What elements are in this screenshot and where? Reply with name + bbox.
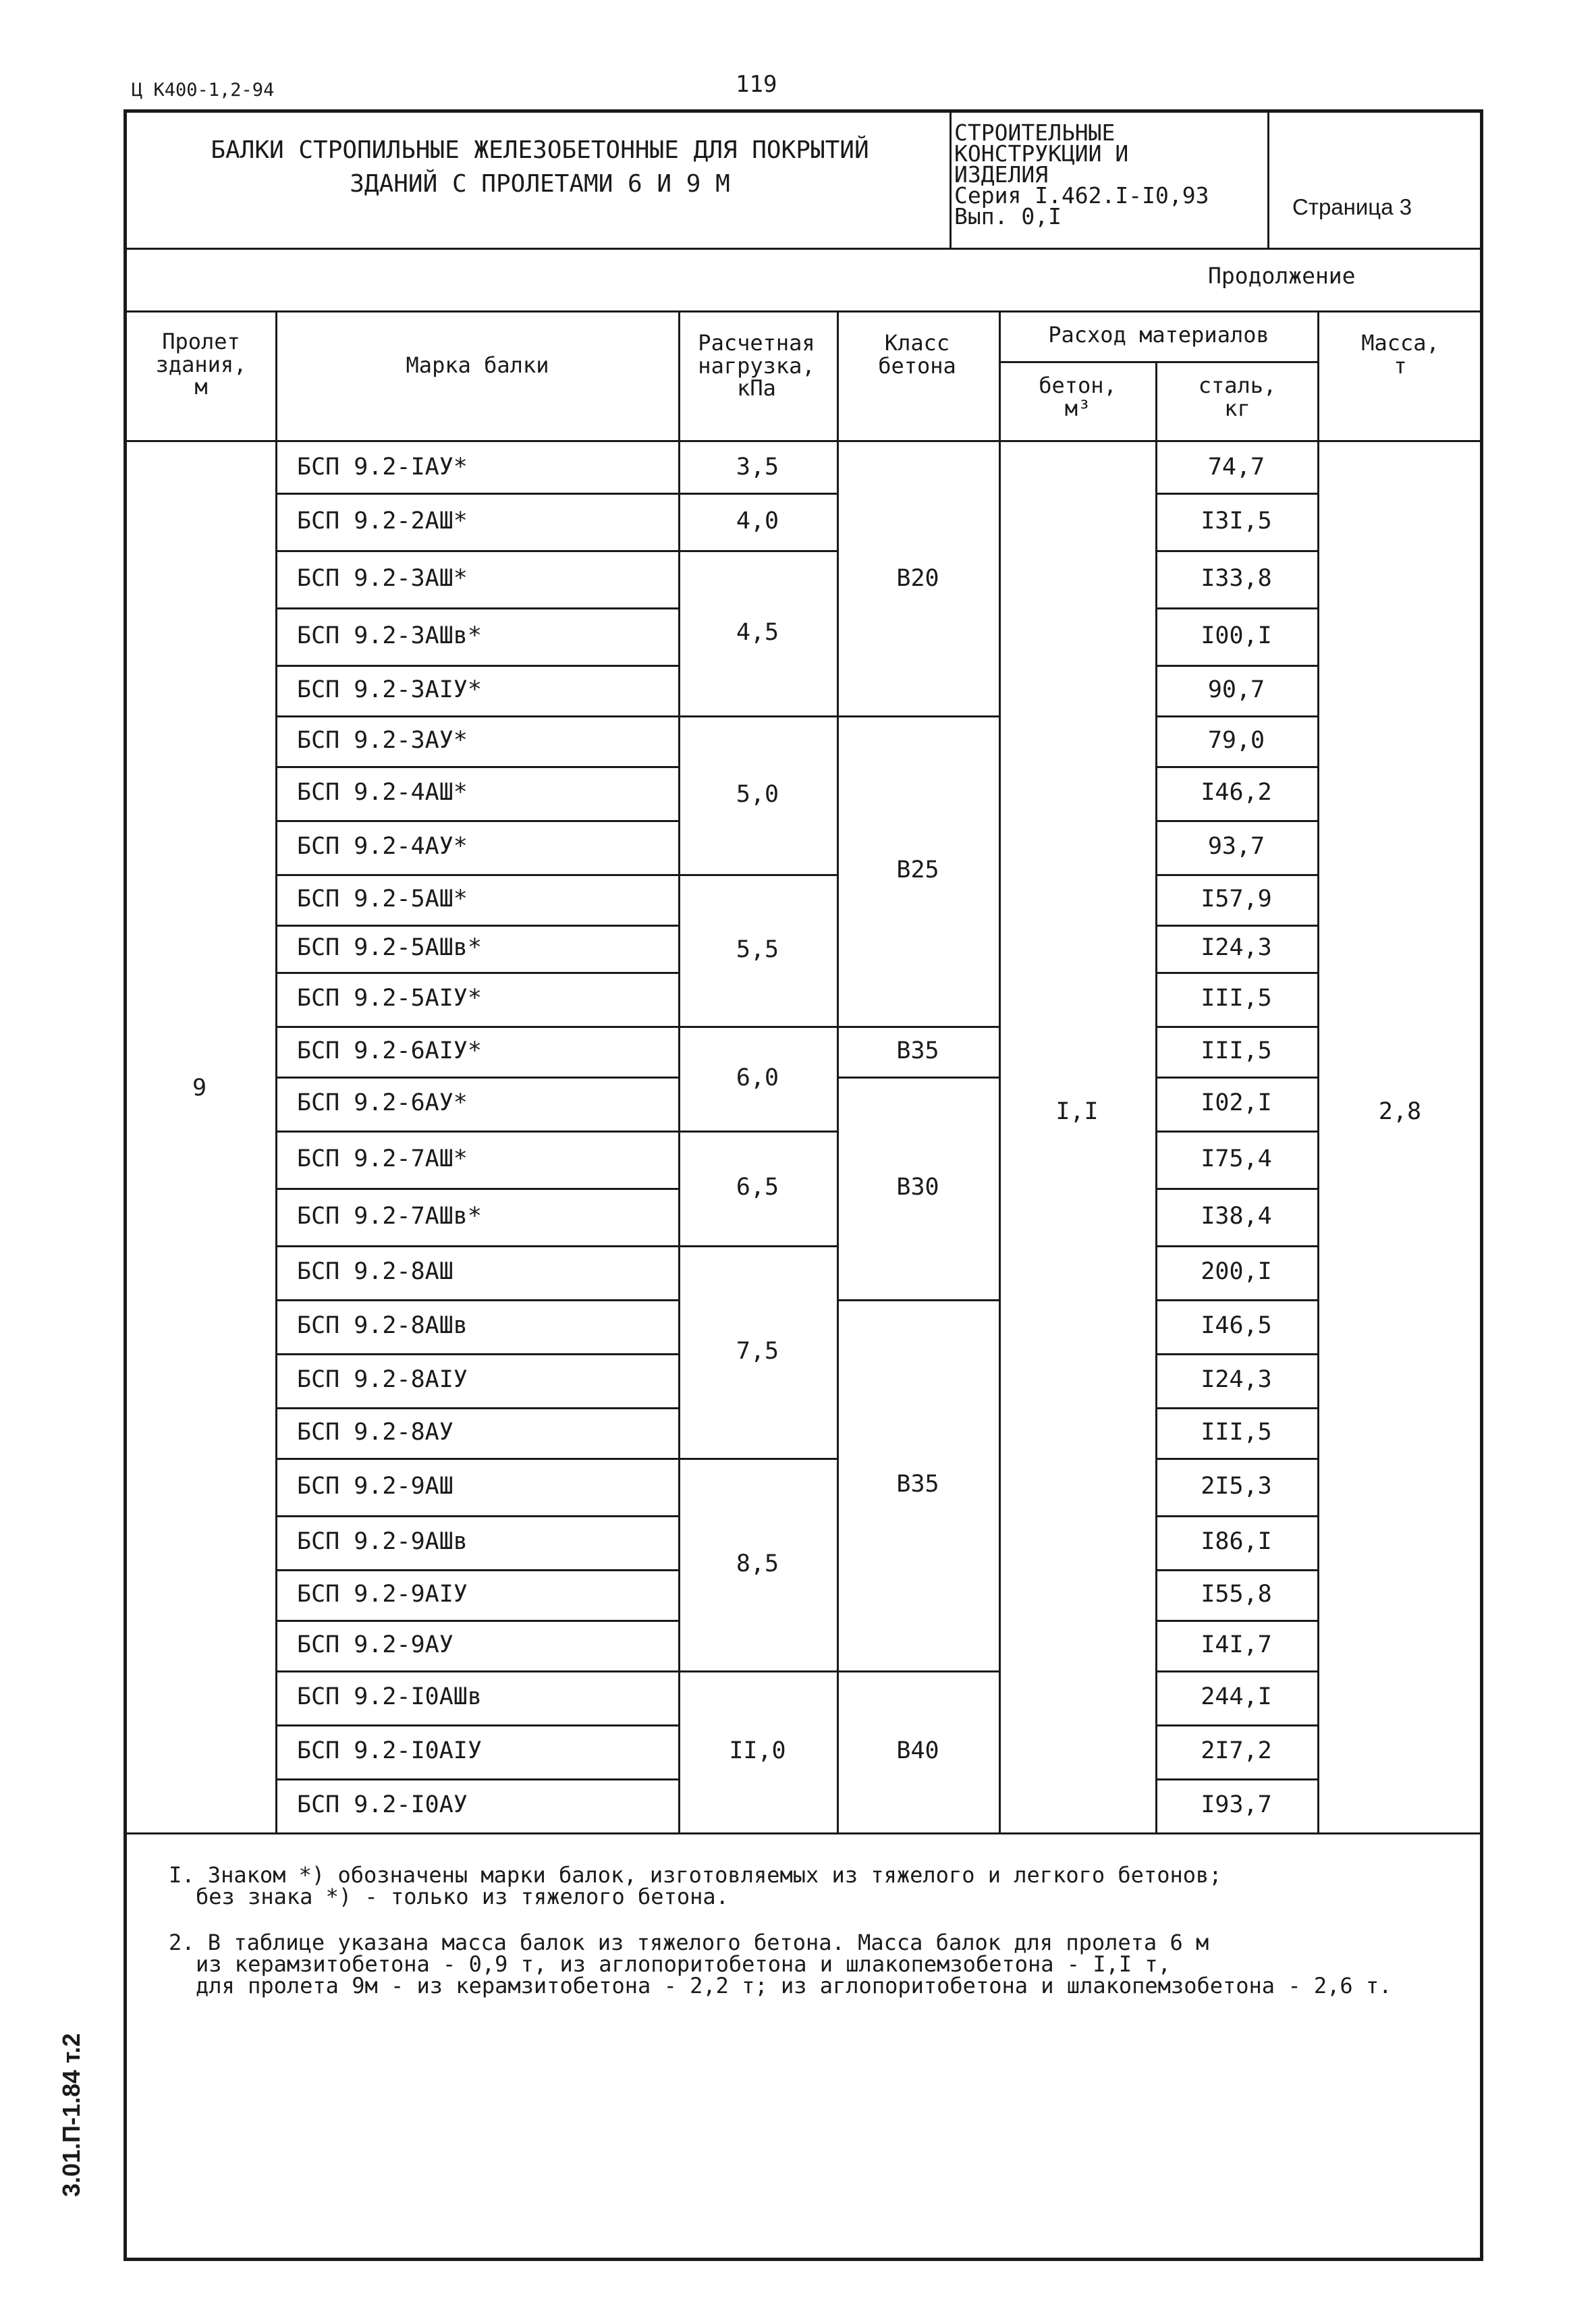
- beam-mark-cell: БСП 9.2-8АШ: [297, 1258, 453, 1285]
- concrete-class-cell: В35: [896, 1037, 939, 1064]
- steel-cell: 244,I: [1201, 1683, 1272, 1710]
- row-divider: [275, 1188, 678, 1190]
- steel-cell: 2I5,3: [1201, 1472, 1272, 1500]
- continuation-label: Продолжение: [1208, 263, 1356, 289]
- document-title-line2: ЗДАНИЙ С ПРОЛЕТАМИ 6 И 9 М: [350, 170, 730, 198]
- column-header-mark: Марка балки: [406, 352, 549, 378]
- row-divider: [275, 874, 678, 876]
- row-divider: [1155, 820, 1317, 822]
- beam-mark-cell: БСП 9.2-5АШв*: [297, 934, 482, 961]
- load-cell: 8,5: [736, 1550, 779, 1577]
- page-number: 119: [736, 71, 777, 98]
- row-divider: [1155, 1131, 1317, 1133]
- steel-cell: 79,0: [1207, 726, 1265, 754]
- beam-mark-cell: БСП 9.2-9АШ: [297, 1472, 453, 1500]
- series-line: СТРОИТЕЛЬНЫЕ: [954, 119, 1116, 146]
- row-divider: [1155, 1670, 1317, 1672]
- row-divider: [275, 766, 678, 768]
- beam-mark-cell: БСП 9.2-8АШв: [297, 1312, 468, 1339]
- note-2-line-3: для пролета 9м - из керамзитобетона - 2,2 т; из аглопоритобетона и шлакопемзобетона - 2,6 т.: [196, 1973, 1392, 1998]
- row-divider: [275, 1724, 678, 1726]
- steel-cell: I33,8: [1201, 564, 1272, 592]
- row-divider: [275, 1670, 678, 1672]
- beam-mark-cell: БСП 9.2-4АШ*: [297, 779, 468, 806]
- steel-cell: 93,7: [1207, 833, 1265, 860]
- load-group-divider: [678, 550, 837, 552]
- row-divider: [275, 715, 678, 717]
- row-divider: [1155, 874, 1317, 876]
- steel-cell: III,5: [1201, 1418, 1272, 1446]
- note-1-line-2: без знака *) - только из тяжелого бетона.: [196, 1884, 729, 1909]
- beam-mark-cell: БСП 9.2-9АIУ: [297, 1580, 468, 1608]
- row-divider: [275, 1077, 678, 1079]
- steel-cell: 200,I: [1201, 1258, 1272, 1285]
- beam-mark-cell: БСП 9.2-2АШ*: [297, 507, 468, 535]
- row-divider: [1155, 715, 1317, 717]
- beam-mark-cell: БСП 9.2-3АIУ*: [297, 676, 482, 703]
- note-1-line-1: I. Знаком *) обозначены марки балок, изготовляемых из тяжелого и легкого бетонов;: [169, 1862, 1222, 1888]
- load-cell: 5,5: [736, 935, 779, 963]
- beam-mark-cell: БСП 9.2-3АШ*: [297, 564, 468, 592]
- load-cell: 5,0: [736, 780, 779, 808]
- row-divider: [275, 1515, 678, 1517]
- series-line: Вып. 0,I: [954, 203, 1062, 229]
- beam-mark-cell: БСП 9.2-5АIУ*: [297, 985, 482, 1012]
- row-divider: [275, 1569, 678, 1571]
- row-divider: [1155, 1245, 1317, 1247]
- steel-cell: 74,7: [1207, 453, 1265, 481]
- steel-cell: I57,9: [1201, 885, 1272, 913]
- note-2-line-2: из керамзитобетона - 0,9 т, из аглопоритобетона и шлакопемзобетона - I,I т,: [196, 1951, 1171, 1977]
- span-cell: 9: [192, 1074, 207, 1101]
- row-divider: [1155, 665, 1317, 667]
- beam-mark-cell: БСП 9.2-4АУ*: [297, 833, 468, 860]
- load-cell: 6,0: [736, 1064, 779, 1091]
- row-divider: [275, 1778, 678, 1780]
- row-divider: [275, 1026, 678, 1028]
- side-stamp: 3.01.П-1.84 т.2: [57, 2033, 85, 2197]
- row-divider: [1155, 1077, 1317, 1079]
- row-divider: [275, 1353, 678, 1355]
- row-divider: [275, 820, 678, 822]
- row-divider: [1155, 493, 1317, 495]
- note-2-line-1: 2. В таблице указана масса балок из тяжелого бетона. Масса балок для пролета 6 м: [169, 1930, 1209, 1955]
- class-group-divider: [837, 1026, 999, 1028]
- load-cell: 4,0: [736, 507, 779, 535]
- row-divider: [1155, 1515, 1317, 1517]
- concrete-class-cell: В35: [896, 1471, 939, 1498]
- row-divider: [1155, 1026, 1317, 1028]
- load-cell: 6,5: [736, 1174, 779, 1201]
- beam-mark-cell: БСП 9.2-8АУ: [297, 1418, 453, 1446]
- beam-mark-cell: БСП 9.2-3АУ*: [297, 726, 468, 754]
- row-divider: [275, 665, 678, 667]
- load-cell: 4,5: [736, 618, 779, 646]
- load-cell: 7,5: [736, 1337, 779, 1365]
- row-divider: [1155, 607, 1317, 609]
- beam-mark-cell: БСП 9.2-I0АШв: [297, 1683, 482, 1710]
- series-line: КОНСТРУКЦИИ И: [954, 140, 1129, 167]
- beam-mark-cell: БСП 9.2-6АIУ*: [297, 1037, 482, 1064]
- steel-cell: I24,3: [1201, 1366, 1272, 1393]
- beam-mark-cell: БСП 9.2-6АУ*: [297, 1089, 468, 1116]
- row-divider: [275, 1620, 678, 1622]
- load-group-divider: [678, 493, 837, 495]
- column-header-materials: Расход материалов: [1048, 322, 1269, 348]
- class-group-divider: [837, 1299, 999, 1301]
- column-header-class: Класс бетона: [878, 330, 956, 379]
- steel-cell: I55,8: [1201, 1580, 1272, 1608]
- row-divider: [275, 1458, 678, 1460]
- row-divider: [1155, 1407, 1317, 1409]
- series-line: Серия I.462.I-I0,93: [954, 182, 1209, 209]
- beam-mark-cell: БСП 9.2-9АШв: [297, 1528, 468, 1555]
- beam-mark-cell: БСП 9.2-7АШ*: [297, 1145, 468, 1172]
- load-group-divider: [678, 1458, 837, 1460]
- load-group-divider: [678, 1131, 837, 1133]
- series-block: [954, 119, 1209, 229]
- steel-cell: 90,7: [1207, 676, 1265, 703]
- row-divider: [1155, 925, 1317, 927]
- row-divider: [1155, 1724, 1317, 1726]
- series-line: ИЗДЕЛИЯ: [954, 161, 1049, 188]
- concrete-class-cell: В30: [896, 1174, 939, 1201]
- column-header-mass: Масса, т: [1361, 330, 1439, 379]
- beam-mark-cell: БСП 9.2-I0АIУ: [297, 1737, 482, 1764]
- steel-cell: III,5: [1201, 985, 1272, 1012]
- beam-mark-cell: БСП 9.2-5АШ*: [297, 885, 468, 913]
- beam-mark-cell: БСП 9.2-9АУ: [297, 1631, 453, 1658]
- document-title-line1: БАЛКИ СТРОПИЛЬНЫЕ ЖЕЛЕЗОБЕТОННЫЕ ДЛЯ ПОКРЫТИЙ: [211, 136, 869, 164]
- row-divider: [275, 1131, 678, 1133]
- load-group-divider: [678, 1026, 837, 1028]
- steel-cell: I75,4: [1201, 1145, 1272, 1172]
- column-header-load: Расчетная нагрузка, кПа: [698, 330, 815, 402]
- steel-cell: I00,I: [1201, 622, 1272, 649]
- class-group-divider: [837, 1077, 999, 1079]
- row-divider: [275, 1245, 678, 1247]
- row-divider: [275, 550, 678, 552]
- row-divider: [1155, 972, 1317, 974]
- row-divider: [1155, 1569, 1317, 1571]
- concrete-class-cell: В40: [896, 1737, 939, 1764]
- load-group-divider: [678, 1670, 837, 1672]
- steel-cell: I38,4: [1201, 1202, 1272, 1230]
- row-divider: [1155, 1188, 1317, 1190]
- class-group-divider: [837, 1670, 999, 1672]
- row-divider: [1155, 1299, 1317, 1301]
- steel-cell: I46,5: [1201, 1312, 1272, 1339]
- beam-mark-cell: БСП 9.2-3АШв*: [297, 622, 482, 649]
- steel-cell: I93,7: [1201, 1791, 1272, 1818]
- beam-mark-cell: БСП 9.2-IАУ*: [297, 453, 468, 481]
- row-divider: [275, 972, 678, 974]
- row-divider: [1155, 1778, 1317, 1780]
- steel-cell: 2I7,2: [1201, 1737, 1272, 1764]
- steel-cell: I3I,5: [1201, 507, 1272, 535]
- document-code: Ц К400-1,2-94: [132, 80, 275, 101]
- row-divider: [275, 493, 678, 495]
- column-header-steel: сталь, кг: [1198, 373, 1277, 421]
- load-group-divider: [678, 715, 837, 717]
- load-cell: 3,5: [736, 453, 779, 481]
- load-cell: II,0: [729, 1737, 786, 1764]
- row-divider: [1155, 1620, 1317, 1622]
- class-group-divider: [837, 715, 999, 717]
- beam-mark-cell: БСП 9.2-7АШв*: [297, 1202, 482, 1230]
- load-group-divider: [678, 874, 837, 876]
- column-header-span: Пролет здания, м: [155, 329, 247, 400]
- beam-mark-cell: БСП 9.2-8АIУ: [297, 1366, 468, 1393]
- steel-cell: I46,2: [1201, 779, 1272, 806]
- row-divider: [1155, 1458, 1317, 1460]
- row-divider: [1155, 1353, 1317, 1355]
- row-divider: [1155, 766, 1317, 768]
- concrete-class-cell: В25: [896, 856, 939, 883]
- steel-cell: I86,I: [1201, 1528, 1272, 1555]
- row-divider: [275, 607, 678, 609]
- column-header-concrete: бетон, м³: [1039, 373, 1117, 421]
- row-divider: [275, 1407, 678, 1409]
- row-divider: [1155, 550, 1317, 552]
- steel-cell: I02,I: [1201, 1089, 1272, 1116]
- page-label: Страница 3: [1292, 194, 1412, 219]
- row-divider: [275, 1299, 678, 1301]
- concrete-class-cell: В20: [896, 564, 939, 592]
- row-divider: [275, 925, 678, 927]
- mass-cell: 2,8: [1378, 1098, 1422, 1125]
- steel-cell: I4I,7: [1201, 1631, 1272, 1658]
- concrete-volume-cell: I,I: [1055, 1098, 1099, 1125]
- beam-mark-cell: БСП 9.2-I0АУ: [297, 1791, 468, 1818]
- steel-cell: I24,3: [1201, 934, 1272, 961]
- steel-cell: III,5: [1201, 1037, 1272, 1064]
- load-group-divider: [678, 1245, 837, 1247]
